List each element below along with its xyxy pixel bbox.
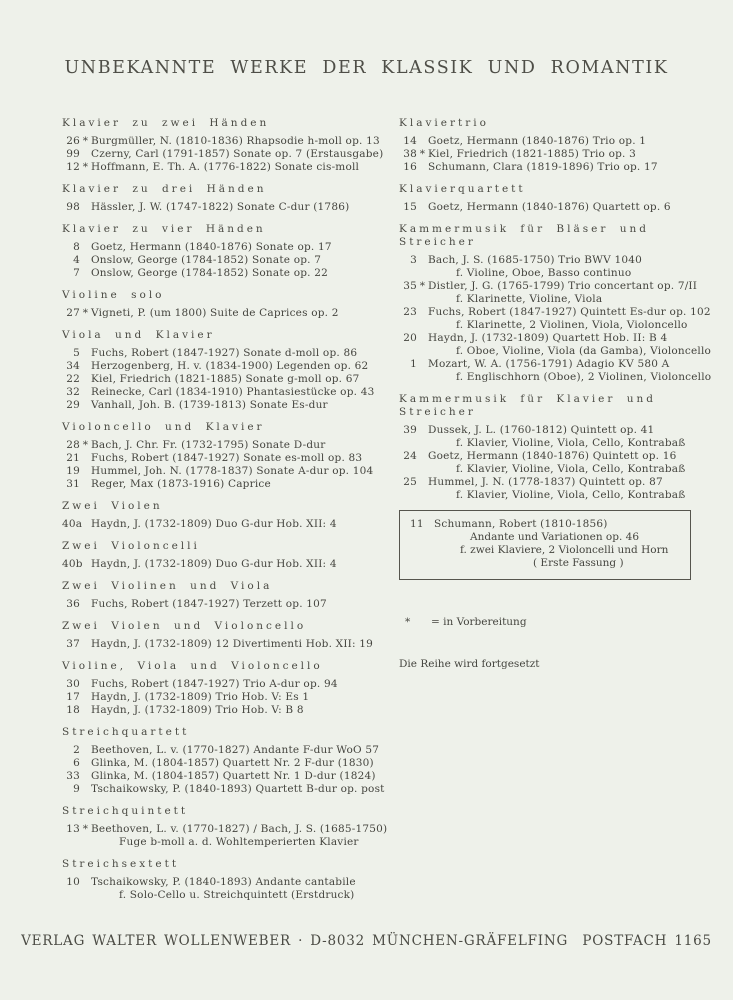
catalog-section bbox=[62, 116, 397, 174]
catalog-entry bbox=[399, 201, 699, 214]
catalog-entry bbox=[62, 465, 397, 478]
entry-text: Fuchs, Robert (1847-1927) Sonate d-moll op. 86 bbox=[91, 347, 358, 359]
section-header: Zwei Violen und Violoncello bbox=[62, 620, 307, 632]
entry-number: 24 bbox=[403, 450, 417, 462]
entry-number: 34 bbox=[66, 360, 80, 372]
entry-subtext: f. Englischhorn (Oboe), 2 Violinen, Violoncello bbox=[456, 371, 712, 383]
entry-number: 2 bbox=[73, 744, 80, 756]
entry-asterisk-mark: * bbox=[82, 135, 89, 147]
entry-asterisk-mark bbox=[80, 347, 91, 360]
catalog-section bbox=[62, 539, 397, 571]
highlighted-entry-box bbox=[399, 510, 691, 580]
section-header: Kammermusik für Bläser und Streicher bbox=[399, 223, 649, 248]
catalog-entry bbox=[399, 476, 699, 489]
asterisk-mark: * bbox=[405, 616, 411, 628]
entry-asterisk-mark bbox=[80, 201, 91, 214]
left-column bbox=[62, 116, 397, 910]
entry-text: Haydn, J. (1732-1809) Trio Hob. V: B 8 bbox=[91, 704, 304, 716]
catalog-entry bbox=[62, 757, 397, 770]
catalog-entry bbox=[62, 678, 397, 691]
entry-text: Kiel, Friedrich (1821-1885) Trio op. 3 bbox=[428, 148, 636, 160]
entry-text: Goetz, Hermann (1840-1876) Quintett op. 16 bbox=[428, 450, 677, 462]
catalog-entry bbox=[62, 478, 397, 491]
section-header: Klavier zu drei Händen bbox=[62, 183, 267, 195]
entry-asterisk-mark bbox=[80, 267, 91, 280]
entry-asterisk-mark bbox=[417, 161, 428, 174]
entry-number: 6 bbox=[73, 757, 80, 769]
entry-asterisk-mark bbox=[80, 757, 91, 770]
entry-text: Reger, Max (1873-1916) Caprice bbox=[91, 478, 271, 490]
entry-text: Mozart, W. A. (1756-1791) Adagio KV 580 A bbox=[428, 358, 670, 370]
entry-asterisk-mark bbox=[417, 476, 428, 489]
entry-number: 26 bbox=[66, 135, 80, 147]
entry-asterisk-mark bbox=[80, 399, 91, 412]
entry-text: Hummel, J. N. (1778-1837) Quintett op. 87 bbox=[428, 476, 663, 488]
catalog-entry bbox=[399, 358, 699, 371]
entry-subtext: f. Violine, Oboe, Basso continuo bbox=[456, 267, 632, 279]
entry-number: 20 bbox=[403, 332, 417, 344]
catalog-section bbox=[399, 116, 699, 174]
entry-number: 23 bbox=[403, 306, 417, 318]
entry-asterisk-mark bbox=[80, 452, 91, 465]
entry-asterisk-mark bbox=[80, 744, 91, 757]
entry-text: Kiel, Friedrich (1821-1885) Sonate g-moll op. 67 bbox=[91, 373, 360, 385]
entry-asterisk-mark bbox=[417, 135, 428, 148]
entry-asterisk-mark: * bbox=[82, 439, 89, 451]
entry-asterisk-mark: * bbox=[82, 161, 89, 173]
entry-number: 33 bbox=[66, 770, 80, 782]
entry-text: Glinka, M. (1804-1857) Quartett Nr. 1 D-dur (1824) bbox=[91, 770, 376, 782]
entry-asterisk-mark bbox=[417, 358, 428, 371]
catalog-entry bbox=[399, 450, 699, 463]
entry-number: 37 bbox=[66, 638, 80, 650]
catalog-entry bbox=[62, 558, 397, 571]
entry-asterisk-mark bbox=[80, 876, 91, 889]
entry-text: Beethoven, L. v. (1770-1827) / Bach, J. S. (1685-1750) bbox=[91, 823, 388, 835]
entry-number: 16 bbox=[403, 161, 417, 173]
entry-asterisk-mark bbox=[417, 450, 428, 463]
entry-subtext: f. Oboe, Violine, Viola (da Gamba), Violoncello bbox=[456, 345, 712, 357]
entry-text: Goetz, Hermann (1840-1876) Quartett op. 6 bbox=[428, 201, 671, 213]
section-header: Klavier zu zwei Händen bbox=[62, 117, 270, 129]
entry-number: 28 bbox=[66, 439, 80, 451]
catalog-entry bbox=[62, 241, 397, 254]
entry-number: 40a bbox=[62, 518, 83, 530]
section-header: Zwei Violoncelli bbox=[62, 540, 200, 552]
entry-text: Fuchs, Robert (1847-1927) Terzett op. 107 bbox=[91, 598, 327, 610]
entry-subtext: f. Klavier, Violine, Viola, Cello, Kontrabaß bbox=[456, 437, 686, 449]
right-column bbox=[399, 116, 712, 671]
entry-subtext: f. Klarinette, Violine, Viola bbox=[456, 293, 603, 305]
catalog-entry bbox=[62, 148, 397, 161]
catalog-section bbox=[62, 725, 397, 796]
entry-asterisk-mark bbox=[80, 478, 91, 491]
continuation-note: Die Reihe wird fortgesetzt bbox=[399, 658, 540, 670]
entry-text: Bach, J. S. (1685-1750) Trio BWV 1040 bbox=[428, 254, 642, 266]
entry-asterisk-mark bbox=[80, 558, 91, 571]
catalog-section bbox=[399, 392, 699, 502]
entry-asterisk-mark bbox=[417, 201, 428, 214]
entry-asterisk-mark bbox=[80, 691, 91, 704]
catalog-entry bbox=[399, 332, 699, 345]
catalog-entry bbox=[62, 518, 397, 531]
entry-number: 30 bbox=[66, 678, 80, 690]
catalog-entry bbox=[62, 386, 397, 399]
catalog-entry bbox=[399, 280, 699, 293]
entry-text: Czerny, Carl (1791-1857) Sonate op. 7 (Erstausgabe) bbox=[91, 148, 384, 160]
catalog-entry bbox=[62, 783, 397, 796]
entry-number: 1 bbox=[410, 358, 417, 370]
entry-number: 4 bbox=[73, 254, 80, 266]
entry-text: Burgmüller, N. (1810-1836) Rhapsodie h-moll op. 13 bbox=[91, 135, 380, 147]
section-header: Klavierquartett bbox=[399, 183, 526, 195]
catalog-section bbox=[62, 579, 397, 611]
entry-number: 40b bbox=[62, 558, 83, 570]
entry-number: 18 bbox=[66, 704, 80, 716]
entry-text: Hässler, J. W. (1747-1822) Sonate C-dur (1786) bbox=[91, 201, 350, 213]
catalog-entry bbox=[62, 638, 397, 651]
publisher-footer: VERLAG WALTER WOLLENWEBER · D-8032 MÜNCHEN-GRÄFELFING POSTFACH 1165 bbox=[21, 933, 712, 949]
catalog-entry bbox=[62, 360, 397, 373]
catalog-entry bbox=[399, 424, 699, 437]
section-header: Zwei Violinen und Viola bbox=[62, 580, 273, 592]
catalog-entry bbox=[62, 691, 397, 704]
entry-number: 11 bbox=[410, 518, 424, 530]
entry-asterisk-mark: * bbox=[419, 148, 426, 160]
entry-asterisk-mark bbox=[80, 783, 91, 796]
entry-subtext: f. Klavier, Violine, Viola, Cello, Kontrabaß bbox=[456, 463, 686, 475]
entry-asterisk-mark bbox=[417, 254, 428, 267]
entry-asterisk-mark bbox=[80, 770, 91, 783]
section-header: Kammermusik für Klavier und Streicher bbox=[399, 393, 656, 418]
entry-number: 21 bbox=[66, 452, 80, 464]
entry-text: Reinecke, Carl (1834-1910) Phantasiestücke op. 43 bbox=[91, 386, 375, 398]
entry-text: Fuchs, Robert (1847-1927) Trio A-dur op. 94 bbox=[91, 678, 338, 690]
entry-number: 10 bbox=[66, 876, 80, 888]
entry-text: Tschaikowsky, P. (1840-1893) Andante cantabile bbox=[91, 876, 356, 888]
catalog-entry bbox=[62, 347, 397, 360]
entry-text: Hummel, Joh. N. (1778-1837) Sonate A-dur op. 104 bbox=[91, 465, 374, 477]
entry-text: Goetz, Hermann (1840-1876) Trio op. 1 bbox=[428, 135, 647, 147]
catalog-section bbox=[62, 804, 397, 849]
entry-text: Bach, J. Chr. Fr. (1732-1795) Sonate D-dur bbox=[91, 439, 326, 451]
entry-text: Herzogenberg, H. v. (1834-1900) Legenden op. 62 bbox=[91, 360, 369, 372]
entry-number: 17 bbox=[66, 691, 80, 703]
asterisk-legend-note bbox=[399, 616, 699, 629]
catalog-section bbox=[399, 182, 699, 214]
entry-number: 35 bbox=[403, 280, 417, 292]
catalog-entry bbox=[399, 306, 711, 319]
catalog-entry bbox=[62, 254, 397, 267]
section-header: Streichsextett bbox=[62, 858, 180, 870]
catalog-entry bbox=[62, 373, 397, 386]
section-header: Violine, Viola und Violoncello bbox=[62, 660, 323, 672]
entry-text: Vigneti, P. (um 1800) Suite de Caprices op. 2 bbox=[91, 307, 339, 319]
entry-number: 3 bbox=[410, 254, 417, 266]
entry-text: Goetz, Hermann (1840-1876) Sonate op. 17 bbox=[91, 241, 332, 253]
entry-asterisk-mark bbox=[80, 241, 91, 254]
entry-number: 15 bbox=[403, 201, 417, 213]
catalog-entry bbox=[399, 254, 699, 267]
catalog-entry bbox=[62, 267, 397, 280]
entry-number: 27 bbox=[66, 307, 80, 319]
catalog-section bbox=[62, 857, 397, 902]
entry-subtext: f. Klarinette, 2 Violinen, Viola, Violoncello bbox=[456, 319, 688, 331]
entry-number: 19 bbox=[66, 465, 80, 477]
entry-asterisk-mark: * bbox=[82, 307, 89, 319]
entry-number: 98 bbox=[66, 201, 80, 213]
right-column-sections bbox=[399, 116, 712, 502]
entry-number: 32 bbox=[66, 386, 80, 398]
entry-subtext: Fuge b-moll a. d. Wohltemperierten Klavier bbox=[119, 836, 359, 848]
catalog-entry bbox=[62, 439, 397, 452]
entry-asterisk-mark bbox=[80, 148, 91, 161]
entry-text: Tschaikowsky, P. (1840-1893) Quartett B-dur op. post bbox=[91, 783, 385, 795]
entry-asterisk-mark bbox=[80, 373, 91, 386]
entry-asterisk-mark bbox=[80, 465, 91, 478]
entry-asterisk-mark bbox=[80, 518, 91, 531]
entry-asterisk-mark: * bbox=[82, 823, 89, 835]
entry-text: Fuchs, Robert (1847-1927) Sonate es-moll op. 83 bbox=[91, 452, 363, 464]
section-header: Streichquartett bbox=[62, 726, 190, 738]
entry-asterisk-mark bbox=[80, 704, 91, 717]
entry-text: Haydn, J. (1732-1809) Trio Hob. V: Es 1 bbox=[91, 691, 310, 703]
entry-number: 25 bbox=[403, 476, 417, 488]
entry-asterisk-mark bbox=[80, 254, 91, 267]
catalog-section bbox=[399, 222, 712, 384]
entry-text: Haydn, J. (1732-1809) Quartett Hob. II: B 4 bbox=[428, 332, 668, 344]
entry-text: Onslow, George (1784-1852) Sonate op. 22 bbox=[91, 267, 328, 279]
entry-text: Vanhall, Joh. B. (1739-1813) Sonate Es-dur bbox=[91, 399, 328, 411]
section-header: Klavier zu vier Händen bbox=[62, 223, 266, 235]
catalog-section bbox=[62, 182, 397, 214]
catalog-entry bbox=[62, 598, 397, 611]
catalog-section bbox=[62, 420, 397, 491]
section-header: Klaviertrio bbox=[399, 117, 489, 129]
section-header: Violoncello und Klavier bbox=[62, 421, 265, 433]
entry-subtext: ( Erste Fassung ) bbox=[533, 557, 624, 569]
section-header: Zwei Violen bbox=[62, 500, 163, 512]
entry-asterisk-mark bbox=[80, 386, 91, 399]
catalog-entry bbox=[62, 744, 397, 757]
entry-text: Distler, J. G. (1765-1799) Trio concertant op. 7/II bbox=[428, 280, 698, 292]
catalog-entry bbox=[62, 770, 397, 783]
entry-number: 12 bbox=[66, 161, 80, 173]
entry-text: Onslow, George (1784-1852) Sonate op. 7 bbox=[91, 254, 322, 266]
catalog-entry bbox=[62, 161, 397, 174]
entry-number: 14 bbox=[403, 135, 417, 147]
entry-text: Haydn, J. (1732-1809) Duo G-dur Hob. XII: 4 bbox=[91, 518, 337, 530]
entry-number: 5 bbox=[73, 347, 80, 359]
catalog-entry bbox=[399, 148, 699, 161]
entry-number: 7 bbox=[73, 267, 80, 279]
asterisk-note-text: = in Vorbereitung bbox=[431, 616, 527, 628]
catalog-entry bbox=[62, 135, 397, 148]
catalog-entry bbox=[62, 399, 397, 412]
catalog-entry bbox=[62, 876, 397, 889]
entry-text: Dussek, J. L. (1760-1812) Quintett op. 41 bbox=[428, 424, 655, 436]
catalog-section bbox=[62, 619, 397, 651]
catalog-section bbox=[62, 288, 397, 320]
entry-number: 39 bbox=[403, 424, 417, 436]
page-title: UNBEKANNTE WERKE DER KLASSIK UND ROMANTIK bbox=[64, 58, 669, 78]
catalog-entry bbox=[62, 823, 397, 836]
catalog-entry bbox=[399, 135, 699, 148]
entry-text: Fuchs, Robert (1847-1927) Quintett Es-dur op. 102 bbox=[428, 306, 711, 318]
entry-text: Haydn, J. (1732-1809) 12 Divertimenti Hob. XII: 19 bbox=[91, 638, 374, 650]
entry-subtext: f. zwei Klaviere, 2 Violoncelli und Horn bbox=[460, 544, 669, 556]
entry-text: Beethoven, L. v. (1770-1827) Andante F-dur WoO 57 bbox=[91, 744, 380, 756]
entry-number: 31 bbox=[66, 478, 80, 490]
catalog-section bbox=[62, 328, 397, 412]
entry-subtext: f. Klavier, Violine, Viola, Cello, Kontrabaß bbox=[456, 489, 686, 501]
entry-asterisk-mark: * bbox=[419, 280, 426, 292]
entry-asterisk-mark bbox=[417, 306, 428, 319]
catalog-section bbox=[62, 222, 397, 280]
entry-subtext: Andante und Variationen op. 46 bbox=[470, 531, 640, 543]
entry-number: 36 bbox=[66, 598, 80, 610]
entry-asterisk-mark bbox=[80, 598, 91, 611]
entry-subtext: f. Solo-Cello u. Streichquintett (Erstdruck) bbox=[119, 889, 355, 901]
section-header: Viola und Klavier bbox=[62, 329, 215, 341]
entry-number: 38 bbox=[403, 148, 417, 160]
entry-text: Glinka, M. (1804-1857) Quartett Nr. 2 F-dur (1830) bbox=[91, 757, 374, 769]
entry-number: 8 bbox=[73, 241, 80, 253]
catalog-entry bbox=[62, 452, 397, 465]
catalog-section bbox=[62, 499, 397, 531]
entry-text: Schumann, Clara (1819-1896) Trio op. 17 bbox=[428, 161, 658, 173]
entry-asterisk-mark bbox=[80, 638, 91, 651]
catalog-entry bbox=[62, 201, 397, 214]
entry-text: Haydn, J. (1732-1809) Duo G-dur Hob. XII: 4 bbox=[91, 558, 337, 570]
entry-asterisk-mark bbox=[417, 332, 428, 345]
entry-asterisk-mark bbox=[80, 360, 91, 373]
section-header: Streichquintett bbox=[62, 805, 189, 817]
section-header: Violine solo bbox=[62, 289, 165, 301]
catalog-section bbox=[62, 659, 397, 717]
entry-number: 13 bbox=[66, 823, 80, 835]
catalog-entry bbox=[399, 161, 699, 174]
entry-number: 29 bbox=[66, 399, 80, 411]
catalog-entry bbox=[62, 704, 397, 717]
entry-number: 22 bbox=[66, 373, 80, 385]
catalog-entry bbox=[62, 307, 397, 320]
entry-asterisk-mark bbox=[417, 424, 428, 437]
entry-asterisk-mark bbox=[80, 678, 91, 691]
catalog-entry bbox=[410, 518, 680, 531]
entry-text: Hoffmann, E. Th. A. (1776-1822) Sonate cis-moll bbox=[91, 161, 360, 173]
entry-text: Schumann, Robert (1810-1856) bbox=[434, 518, 608, 530]
entry-number: 99 bbox=[66, 148, 80, 160]
entry-number: 9 bbox=[73, 783, 80, 795]
